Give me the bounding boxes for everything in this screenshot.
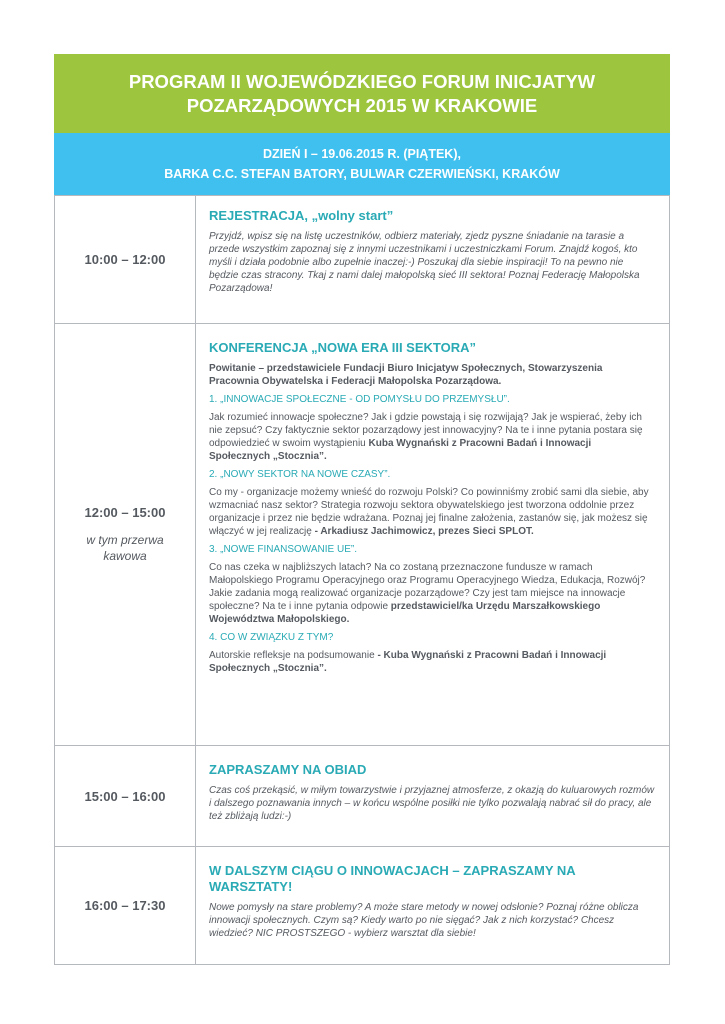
session-intro: Powitanie – przedstawiciele Fundacji Biuro Inicjatyw Społecznych, Stowarzyszenia Pracownia Obywatelska i Federacji Małopolska Pozarządowa. — [209, 363, 603, 387]
time-cell — [55, 196, 196, 323]
part-heading: 4. CO W ZWIĄZKU Z TYM? — [209, 632, 334, 643]
day-venue-line: BARKA C.C. STEFAN BATORY, BULWAR CZERWIEŃSKI, KRAKÓW — [164, 167, 560, 181]
session-title: W DALSZYM CIĄGU O INNOWACJACH – ZAPRASZAMY NA WARSZTATY! — [209, 863, 576, 894]
day-banner — [54, 133, 670, 195]
session-description: Nowe pomysły na stare problemy? A może stare metody w nowej odsłonie? Poznaj różne oblicza innowacji społecznych. Czym są? Kiedy warto po nie sięgać? Jak z nich korzystać? Chcesz wiedzieć? NIC PROSTSZEGO - wybierz warsztat dla siebie! — [209, 902, 639, 939]
program-title-line1: PROGRAM II WOJEWÓDZKIEGO FORUM INICJATYW — [128, 70, 596, 92]
part-speaker: - Arkadiusz Jachimowicz, prezes Sieci SPLOT. — [314, 526, 534, 537]
schedule-row — [54, 847, 670, 965]
part-text: Co nas czeka w najbliższych latach? Na co zostaną przeznaczone fundusze w ramach Małopolskiego Programu Operacyjnego oraz Programu Operacyjnego Wiedza, Edukacja, Rozwój? Jakie zadania mogą realizować organizacje pozarządowe? Czy jest tam miejsce na innowacje społeczne? Na te i inne pytania odpowie przedstawiciel/ka Urzędu Marszałkowskiego Województwa Małopolskiego. — [209, 562, 646, 625]
schedule-row — [54, 324, 670, 746]
part-speaker: przedstawiciel/ka Urzędu Marszałkowskiego Województwa Małopolskiego. — [209, 601, 601, 625]
schedule-row — [54, 746, 670, 847]
session-description: Przyjdź, wpisz się na listę uczestników, odbierz materiały, zjedz pyszne śniadanie na tarasie a przede wszystkim zapoznaj się z innymi uczestnikami i uczestniczkami Forum. Znajdź kogoś, kto myśli i działa podobnie albo zupełnie inaczej:-) Poszukaj dla siebie inspiracji! To na pewno nie będzie czas stracony. Tkaj z nami dalej małopolską sieć III sektora! Poznaj Federację Małopolska Pozarządowa! — [209, 231, 640, 294]
session-title: REJESTRACJA, „wolny start” — [209, 208, 394, 223]
session-cell — [196, 196, 669, 323]
day-date-line: DZIEŃ I – 19.06.2015 R. (PIĄTEK), — [262, 147, 461, 161]
part-text: Jak rozumieć innowacje społeczne? Jak i gdzie powstają i się rozwijają? Jak je wspierać, żeby ich nie zepsuć? Czy faktycznie sektor pozarządowy jest innowacyjny? Na te i inne pytania postara się odpowiedzieć w swoim wystąpieniu Kuba Wygnański z Pracowni Badań i Innowacji Społecznych „Stocznia”. — [209, 412, 643, 462]
session-title: KONFERENCJA „NOWA ERA III SEKTORA” — [209, 340, 477, 355]
session-description: Czas coś przekąsić, w miłym towarzystwie i przyjaznej atmosferze, z okazją do kuluarowych rozmów i dalszego poznawania innych – w końcu wspólne posiłki nie tylko pozwalają nabrać sił do pracy, ale też zbliżają ludzi:-) — [209, 785, 655, 822]
time-note: w tym przerwa kawowa — [86, 533, 164, 563]
part-text: Autorskie refleksje na podsumowanie - Kuba Wygnański z Pracowni Badań i Innowacji Społecznych „Stocznia”. — [209, 650, 607, 674]
session-cell — [196, 324, 669, 745]
time-cell — [55, 847, 196, 964]
program-title-banner — [54, 54, 670, 133]
session-cell — [196, 847, 669, 964]
part-heading: 3. „NOWE FINANSOWANIE UE”. — [209, 544, 357, 555]
part-speaker: Kuba Wygnański z Pracowni Badań i Innowacji Społecznych „Stocznia”. — [209, 438, 592, 462]
session-cell — [196, 746, 669, 846]
time-label: 15:00 – 16:00 — [84, 788, 166, 804]
time-label: 12:00 – 15:00 — [84, 505, 166, 520]
part-speaker: - Kuba Wygnański z Pracowni Badań i Innowacji Społecznych „Stocznia”. — [209, 650, 607, 674]
program-title-line2: POZARZĄDOWYCH 2015 W KRAKOWIE — [186, 94, 538, 116]
time-cell — [55, 324, 196, 745]
part-heading: 2. „NOWY SEKTOR NA NOWE CZASY”. — [209, 469, 391, 480]
program-document — [54, 54, 670, 965]
time-cell — [55, 746, 196, 846]
time-label: 10:00 – 12:00 — [84, 252, 166, 267]
session-title: ZAPRASZAMY NA OBIAD — [209, 762, 367, 777]
time-label: 16:00 – 17:30 — [84, 898, 166, 913]
part-heading: 1. „INNOWACJE SPOŁECZNE - OD POMYSŁU DO PRZEMYSŁU”. — [209, 394, 510, 405]
schedule-row — [54, 195, 670, 324]
part-text: Co my - organizacje możemy wnieść do rozwoju Polski? Co powinniśmy zrobić sami dla siebie, aby wzmacniać nasz sektor? Strategia rozwoju sektora obywatelskiego jest tworzona oddolnie przez organizacje i przez nie będzie wdrażana. Poznaj jej finalne założenia, zastanów się, jak możesz się włączyć w jej realizację - Arkadiusz Jachimowicz, prezes Sieci SPLOT. — [209, 487, 649, 537]
